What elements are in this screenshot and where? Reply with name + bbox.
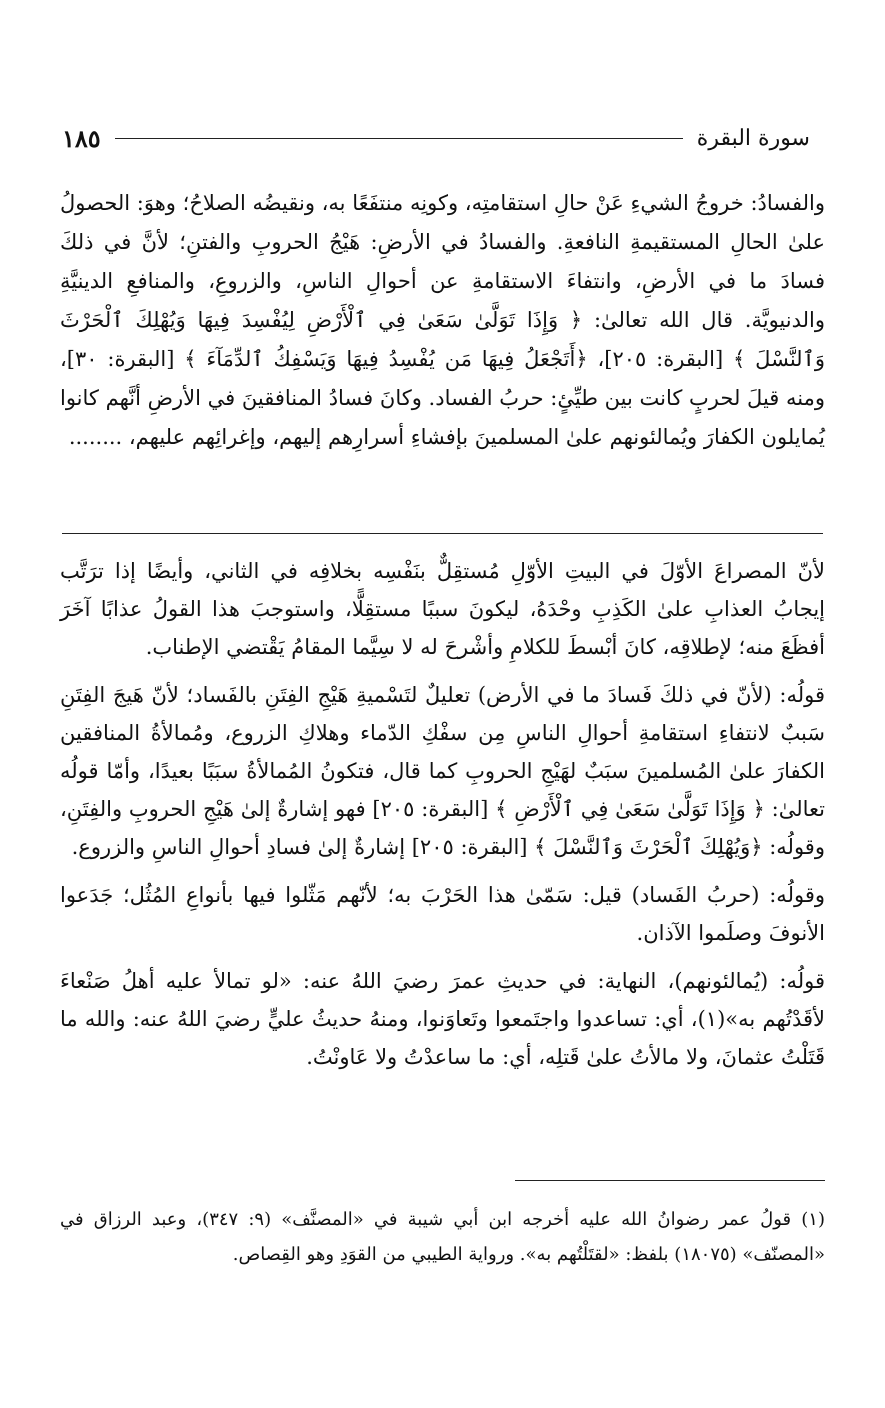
commentary-paragraph: قولُه: (لأنّ في ذلكَ فَسادَ ما في الأرض) تعليلٌ لتَسْميةِ هَيْجِ الفِتَنِ بالفَساد؛ لأنّ هَيجَ الفِتَنِ سَببٌ لانتفاءِ استقامةِ أحوالِ الناسِ مِن سفْكِ الدّماء وهلاكِ الزروع، ومُمالأةُ المنافقين الكفارَ علىٰ المُسلمينَ سبَبٌ لهَيْجِ الحروبِ كما قال، فتكونُ المُمالأةُ سبَبًا بعيدًا، وأمّا قولُه تعالىٰ: ﴿ وَإِذَا تَوَلَّىٰ سَعَىٰ فِي ٱلْأَرْضِ ﴾ [البقرة: ٢٠٥] فهو إشارةٌ إلىٰ هَيْجِ الحروبِ والفِتَنِ، وقولُه: ﴿وَيُهْلِكَ ٱلْحَرْثَ وَٱلنَّسْلَ ﴾ [البقرة: ٢٠٥] إشارةٌ إلىٰ فسادِ أحوالِ الناسِ والزروع. — [60, 683, 825, 859]
footnote-text: (١) قولُ عمر رضوانُ الله عليه أخرجه ابن أبي شيبة في «المصنَّف» (٩: ٣٤٧)، وعبد الرزاق في «المصنّف» (١٨٠٧٥) بلفظ: «لقتَلْتُهم به». ورواية الطيبي من القوَدِ وهو القِصاص. — [60, 1209, 825, 1265]
running-header — [62, 118, 810, 158]
main-paragraph: والفسادُ: خروجُ الشيءِ عَنْ حالِ استقامتِه، وكونِه منتفَعًا به، ونقيضُه الصلاحُ؛ وهوَ: الحصولُ علىٰ الحالِ المستقيمةِ النافعةِ. والفسادُ في الأرضِ: هَيْجُ الحروبِ والفتنِ؛ لأنَّ في ذلكَ فسادَ ما في الأرضِ، وانتفاءَ الاستقامةِ عن أحوالِ الناسِ، والزروعِ، والمنافعِ الدينيَّةِ والدنيويَّة. قال الله تعالىٰ: ﴿ وَإِذَا تَوَلَّىٰ سَعَىٰ فِي ٱلْأَرْضِ لِيُفْسِدَ فِيهَا وَيُهْلِكَ ٱلْحَرْثَ وَٱلنَّسْلَ ﴾ [البقرة: ٢٠٥]، ﴿أَتَجْعَلُ فِيهَا مَن يُفْسِدُ فِيهَا وَيَسْفِكُ ٱلدِّمَآءَ ﴾ [البقرة: ٣٠]، ومنه قيلَ لحربٍ كانت بين طيِّئٍ: حربُ الفساد. وكانَ فسادُ المنافقينَ في الأرضِ أنَّهم كانوا يُمايلون الكفارَ ويُمالئونهم علىٰ المسلمينَ بإفشاءِ أسرارِهم إليهم، وإغرائِهم عليهم، ........ — [60, 191, 825, 449]
footnote-separator — [515, 1180, 825, 1181]
main-text — [60, 184, 825, 457]
header-rule — [115, 138, 683, 139]
commentary — [60, 552, 825, 1086]
page-number: ١٨٥ — [62, 123, 101, 153]
commentary-paragraph: لأنّ المصراعَ الأوّلَ في البيتِ الأوّلِ مُستقِلٌّ بنَفْسِه بخلافِه في الثاني، وأيضًا إذا ترَتَّب إيجابُ العذابِ علىٰ الكَذِبِ وحْدَهُ، ليكونَ سببًا مستقِلًّا، واستوجبَ هذا القولُ عذابًا آخَرَ أفظَعَ منه؛ لإطلاقِه، كانَ أبْسطَ للكلامِ وأشْرحَ له لا سِيَّما المقامُ يَقْتضي الإطناب. — [60, 559, 825, 659]
text-separator — [62, 533, 823, 534]
surah-title: سورة البقرة — [696, 125, 810, 151]
footnote — [60, 1202, 825, 1272]
commentary-paragraph: قولُه: (يُمالئونهم)، النهاية: في حديثِ عمرَ رضيَ اللهُ عنه: «لو تمالأ عليه أهلُ صَنْعاءَ لأقَدْتُهم به»(١)، أي: تساعدوا واجتَمعوا وتَعاوَنوا، ومنهُ حديثُ عليٍّ رضيَ اللهُ عنه: والله ما قَتَلْتُ عثمانَ، ولا مالأتُ علىٰ قَتلِه، أي: ما ساعدْتُ ولا عَاونْتُ. — [60, 969, 826, 1069]
commentary-paragraph: وقولُه: (حربُ الفَساد) قيل: سَمّىٰ هذا الحَرْبَ به؛ لأنّهم مَثّلوا فيها بأنواعِ المُثُل؛ جَدَعوا الأنوفَ وصلَموا الآذان. — [60, 883, 825, 945]
